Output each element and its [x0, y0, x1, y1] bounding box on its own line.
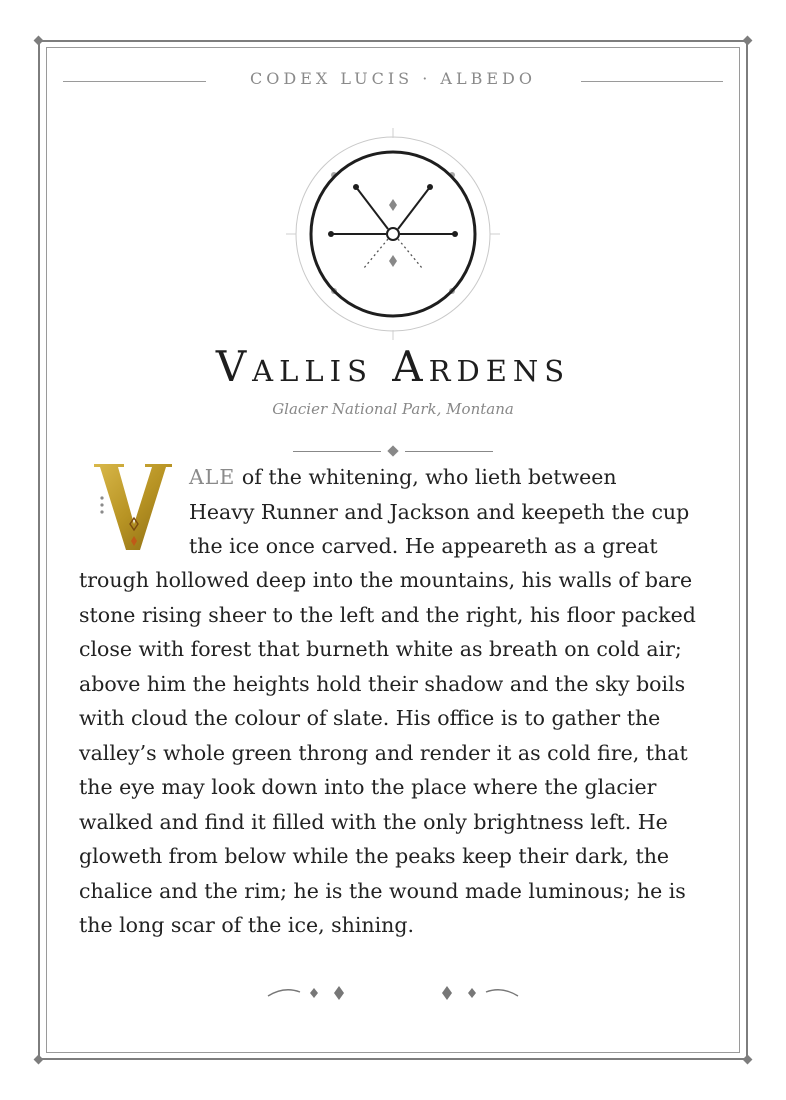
body-line: above him the heights hold their shadow and the sky boils — [79, 671, 686, 696]
sigil-circle-icon — [286, 128, 500, 342]
lead-word: ALE — [189, 465, 236, 489]
swash-diamond-icon — [262, 978, 362, 1008]
entry-subtitle: Glacier National Park, Montana — [272, 400, 514, 418]
body-line: the eye may look down into the place where the glacier — [79, 775, 657, 799]
body-line: with cloud the colour of slate. His office is to gather the — [79, 706, 661, 730]
lead-paragraph — [189, 460, 729, 564]
header-rule-left — [63, 81, 206, 82]
lead-line — [189, 460, 729, 495]
corner-ornament — [743, 1055, 753, 1065]
body-line: trough hollowed deep into the mountains, his walls of bare — [79, 568, 693, 592]
body-line: the long scar of the ice, shining. — [79, 913, 414, 937]
body-line: valley’s whole green throng and render it as cold fire, that — [79, 740, 688, 765]
lead-line: Heavy Runner and Jackson and keepeth the cup — [189, 499, 690, 524]
swash-diamond-icon — [424, 978, 524, 1008]
entry-title: Vallis Ardens — [215, 342, 571, 391]
header-rule-right — [581, 81, 723, 82]
body-line: chalice and the rim; he is the wound made luminous; he is — [79, 878, 686, 903]
lead-line: the ice once carved. He appeareth as a great — [189, 534, 658, 558]
codex-header: CODEX LUCIS · ALBEDO — [250, 69, 536, 88]
gilded-initial-icon — [90, 462, 182, 554]
body-paragraph — [79, 563, 724, 943]
lead-line-text: of the whitening, who lieth between — [235, 465, 617, 489]
title-divider-left — [293, 451, 381, 452]
body-line: gloweth from below while the peaks keep their dark, the — [79, 844, 670, 868]
body-line: walked and find it filled with the only brightness left. He — [79, 809, 668, 834]
title-divider-right — [405, 451, 493, 452]
body-line: stone rising sheer to the left and the right, his floor packed — [79, 602, 696, 627]
body-line: close with forest that burneth white as breath on cold air; — [79, 637, 682, 661]
